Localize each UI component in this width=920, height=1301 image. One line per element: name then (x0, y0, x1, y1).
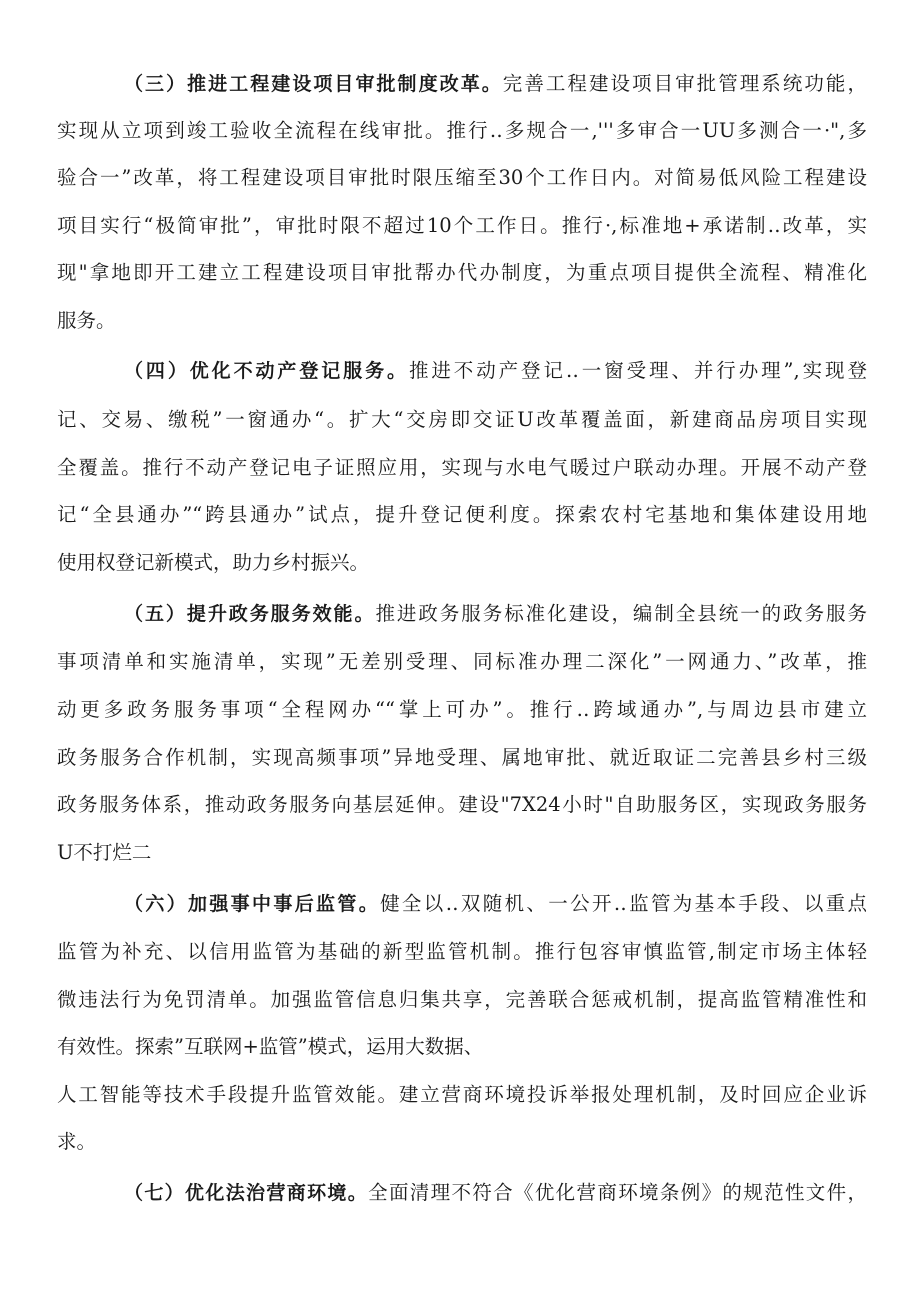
section-heading: （七）优化法治营商环境。 (124, 1182, 369, 1204)
paragraph-text: 健全以‥双随机、一公开‥监管为基本手段、以重点 (380, 892, 867, 915)
paragraph-line: 事项清单和实施清单，实现”无差别受理、同标准办理二深化”一网通力、”改革，推 (57, 650, 867, 673)
paragraph-line (124, 347, 867, 395)
paragraph-text: 推进政务服务标准化建设，编制全县统一的政务服务 (375, 602, 867, 625)
paragraph-line: 微违法行为免罚清单。加强监管信息归集共享，完善联合惩戒机制，提高监管精准性和 (57, 988, 867, 1011)
paragraph-line: 项目实行“极简审批”，审批时限不超过10个工作日。推行·,标准地+承诺制‥改革，实 (57, 214, 867, 237)
paragraph-line: U不打烂二 (57, 841, 152, 864)
section-heading: （三）推进工程建设项目审批制度改革。 (124, 73, 503, 95)
paragraph-line: 验合一”改革，将工程建设项目审批时限压缩至30个工作日内。对简易低风险工程建设 (57, 166, 867, 189)
paragraph-text: 全面清理不符合《优化营商环境条例》的规范性文件， (368, 1181, 867, 1204)
section-heading: （四）优化不动产登记服务。 (124, 360, 409, 382)
paragraph-line: 实现从立项到竣工验收全流程在线审批。推行‥多规合一,'''多审合一UU多测合一·",多 (57, 119, 867, 142)
paragraph-line (124, 60, 867, 108)
paragraph-line: 使用权登记新模式，助力乡村振兴。 (57, 551, 370, 574)
paragraph-line: 政务服务合作机制，实现高频事项”异地受理、属地审批、就近取证二完善县乡村三级 (57, 746, 867, 769)
paragraph-text: 推进不动产登记‥一窗受理、并行办理”,实现登 (408, 359, 867, 382)
paragraph-line (124, 590, 867, 638)
paragraph-line: 现"拿地即开工建立工程建设项目审批帮办代办制度，为重点项目提供全流程、精准化 (57, 261, 867, 284)
paragraph-line: 人工智能等技术手段提升监管效能。建立营商环境投诉举报处理机制，及时回应企业诉 (57, 1083, 867, 1106)
paragraph-text: 完善工程建设项目审批管理系统功能， (502, 72, 867, 95)
paragraph-line: 监管为补充、以信用监管为基础的新型监管机制。推行包容审慎监管,制定市场主体轻 (57, 940, 867, 963)
paragraph-line: 全覆盖。推行不动产登记电子证照应用，实现与水电气暖过户联动办理。开展不动产登 (57, 456, 867, 479)
paragraph-line: 求。 (57, 1130, 97, 1153)
paragraph-line (124, 1169, 867, 1217)
paragraph-line: 动更多政务服务事项“全程网办““掌上可办”。推行‥跨域通办”,与周边县市建立 (57, 698, 867, 721)
section-heading: （六）加强事中事后监管。 (124, 893, 381, 915)
paragraph-line: 政务服务体系，推动政务服务向基层延伸。建设"7X24小时"自助服务区，实现政务服务 (57, 793, 867, 816)
paragraph-line: 记“全县通办”“跨县通办”试点，提升登记便利度。探索农村宅基地和集体建设用地 (57, 503, 867, 526)
paragraph-line: 有效性。探索”互联网+监管”模式，运用大数据、 (57, 1035, 484, 1058)
paragraph-line (124, 880, 867, 928)
section-heading: （五）提升政务服务效能。 (124, 603, 376, 625)
paragraph-line: 服务。 (57, 309, 116, 332)
paragraph-line: 记、交易、缴税”一窗通办“。扩大“交房即交证U改革覆盖面，新建商品房项目实现 (57, 408, 867, 431)
